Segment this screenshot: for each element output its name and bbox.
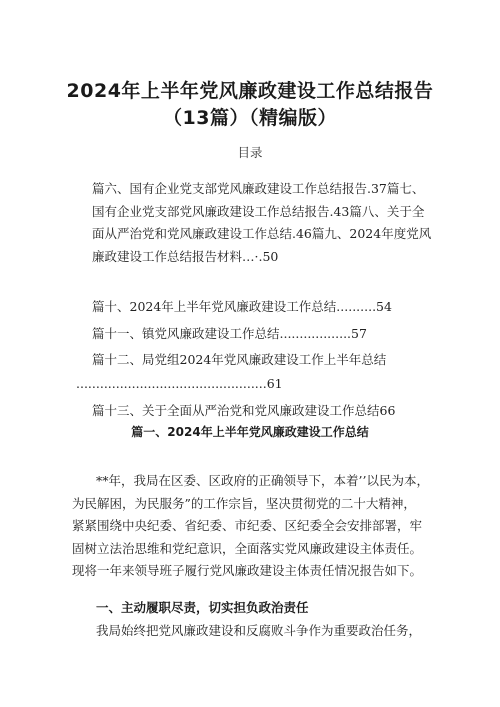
body-line: 现将一年来领导班子履行党风廉政建设主体责任情况报告如下。 [72,563,423,578]
document-title-line-2: （13篇）（精编版） [163,107,337,129]
toc-paragraph-line: 廉政建设工作总结报告材料…·.50 [92,248,279,264]
body-line: 固树立法治思维和党纪意识，全面落实党风廉政建设主体责任。 [72,540,423,556]
toc-entry[interactable]: 篇十三、关于全面从严治党和党风廉政建设工作总结66 [92,403,396,418]
toc-entry-leader[interactable]: ................................................61 [76,376,283,391]
toc-paragraph-line: 篇六、国有企业党支部党风廉政建设工作总结报告.37篇七、 [92,181,425,196]
section-heading: 篇一、2024年上半年党风廉政建设工作总结 [131,425,369,439]
toc-paragraph [92,178,432,268]
toc-paragraph-line: 国有企业党支部党风廉政建设工作总结报告.43篇八、关于全 [92,203,425,219]
body-line: 紧紧围绕中央纪委、省纪委、市纪委、区纪委全会安排部署，牢 [72,518,423,533]
toc-entry[interactable]: 篇十二、局党组2024年党风廉政建设工作上半年总结 [92,352,387,367]
sub-heading: 一、主动履职尽责，切实担负政治责任 [96,600,309,615]
document-title-line-1: 2024年上半年党风廉政建设工作总结报告 [66,80,434,102]
body-paragraph [72,470,442,583]
toc-paragraph-line: 面从严治党和党风廉政建设工作总结.46篇九、2024年度党风 [92,226,432,241]
body-line: 我局始终把党风廉政建设和反腐败斗争作为重要政治任务， [96,623,422,638]
toc-entry[interactable]: 篇十、2024年上半年党风廉政建设工作总结..........54 [92,299,392,314]
body-line: 为民解困，为民服务”的工作宗旨，坚决贯彻党的二十大精神， [72,495,416,511]
body-line: **年，我局在区委、区政府的正确领导下，本着’’以民为本， [96,473,429,488]
toc-entry[interactable]: 篇十一、镇党风廉政建设工作总结..................57 [92,326,367,341]
toc-heading: 目录 [237,145,263,160]
